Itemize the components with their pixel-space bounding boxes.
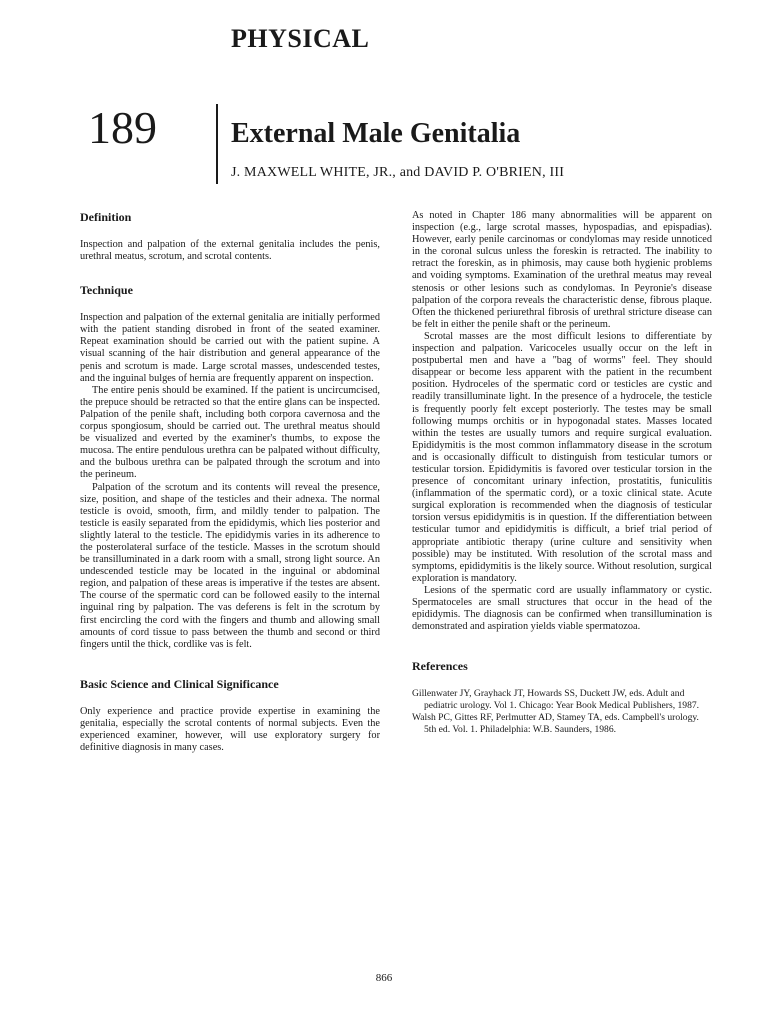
page-number: 866 — [375, 972, 393, 984]
right-column — [412, 210, 712, 735]
reference-list — [412, 688, 712, 735]
technique-paragraph: Inspection and palpation of the external genitalia are initially performed with the patient standing disrobed in front of the seated examiner. Repeat examination should be carried out with the patient supine. A visual scanning of the hair distribution and general appearance of the penis and scrotum is made. Large scrotal masses, undescended testes, and the inguinal bulges of hernia are frequently apparent on inspection. — [80, 312, 380, 384]
chapter-number: 189 — [88, 102, 157, 153]
technique-paragraph: Palpation of the scrotum and its contents will reveal the presence, size, position, and shape of the testicles and their adnexa. The normal testicle is ovoid, smooth, firm, and mildly tender to palpation. The testicle is easily separated from the epididymis, which lies posterior and slightly lateral to the testicle. The epididymis varies in its adherence to the posterolateral surface of the testicle. Masses in the scrotum should be transilluminated in a dark room with a small, strong light source. An undescended testicle may be located in the inguinal or abdominal region, and palpation of these areas is imperative if the testes are absent. The course of the spermatic cord can be followed easily to the internal inguinal ring by palpation. The vas deferens is felt in the scrotum by first encircling the cord with the fingers and thumb and allowing small amounts of cord tissue to pass between the thumb and second or third fingers until the thick, cordlike vas is felt. — [80, 481, 380, 650]
left-column — [80, 210, 380, 754]
basic-science-heading: Basic Science and Clinical Significance — [80, 676, 279, 691]
definition-paragraph: Inspection and palpation of the external genitalia includes the penis, urethral meatus, scrotum, and scrotal contents. — [80, 239, 380, 263]
reference-item: Gillenwater JY, Grayhack JT, Howards SS, Duckett JW, eds. Adult and pediatric urology. Vol 1. Chicago: Year Book Medical Publishers, 1987. — [412, 688, 700, 712]
reference-item: Walsh PC, Gittes RF, Perlmutter AD, Stamey TA, eds. Campbell's urology. 5th ed. Vol. 1. Philadelphia: W.B. Saunders, 1986. — [412, 711, 699, 735]
body-paragraph: Scrotal masses are the most difficult lesions to differentiate by inspection and palpation. Varicoceles usually occur on the left in postpubertal men and have a "bag of worms" feel. They should disappear or become less apparent with the patient in the recumbent position. Hydroceles of the spermatic cord or testicles are cystic and readily transilluminate light. In the presence of a hydrocele, the testicle is frequently poorly felt except posteriorly. The testes may be small following mumps orchitis or in hypogonadal states. Masses located within the testes are usually tumors and require surgical evaluation. Epididymitis is the most common inflammatory disease in the scrotum and is occasionally difficult to distinguish from testicular tumors or testicular torsion. Epididymitis is favored over testicular torsion in the presence of concomitant urinary infection, prostatitis, funiculitis (inflammation of the spermatic cord), or a toxic clinical state. Acute surgical exploration is recommended when the diagnosis of testicular torsion versus epididymitis is in question. If the differentiation between testicular tumor and epididymitis is difficult, a brief trial period of appropriate antibiotic therapy (urine culture and sensitivity when possible) may be instituted. With resolution of the scrotal mass and symptoms, epididymitis is the likely source. Without resolution, surgical exploration is mandatory. — [412, 330, 712, 584]
body-paragraph: Lesions of the spermatic cord are usually inflammatory or cystic. Spermatoceles are small structures that occur in the head of the epididymis. The diagnosis can be confirmed when transillumination is demonstrated and aspiration yields viable spermatozoa. — [412, 584, 712, 633]
technique-paragraph: The entire penis should be examined. If the patient is uncircumcised, the prepuce should be retracted so that the entire glans can be inspected. Palpation of the penile shaft, including both corpora cavernosa and the corpus spongiosum, should be carried out. The urethral meatus should be visualized and everted by the examiner's thumbs, to expose the mucosa. The entire pendulous urethra can be palpated without difficulty, and the bulbous urethra can be palpated through the scrotum and into the perineum. — [80, 384, 380, 481]
basic-science-paragraph: Only experience and practice provide expertise in examining the genitalia, especially the scrotal contents of normal subjects. Even the experienced examiner, however, will use exploratory surgery for definitive diagnosis in many cases. — [80, 705, 380, 754]
technique-heading: Technique — [80, 283, 133, 298]
body-paragraph: As noted in Chapter 186 many abnormalities will be apparent on inspection (e.g., large scrotal masses, hypospadias, and epispadias). However, early penile carcinomas or condylomas may reside unnoticed in the coronal sulcus unless the foreskin is retracted. The inability to retract the foreskin, as in phimosis, may cause both hygienic problems and voiding symptoms. Examination of the urethral meatus may reveal stenosis or other lesions such as condylomas. In Peyronie's disease palpation of the corpora reveals the characteristic dense, fibrous plaque. Often the thickened periurethral fibrosis of urethral stricture disease can be felt in either the penile shaft or the perineum. — [412, 210, 712, 330]
chapter-authors: J. MAXWELL WHITE, JR., and DAVID P. O'BRIEN, III — [231, 165, 565, 180]
section-tag: PHYSICAL — [231, 24, 370, 53]
chapter-title: External Male Genitalia — [231, 118, 521, 149]
references-heading: References — [412, 659, 468, 674]
definition-heading: Definition — [80, 210, 132, 224]
chapter-divider — [216, 104, 218, 184]
